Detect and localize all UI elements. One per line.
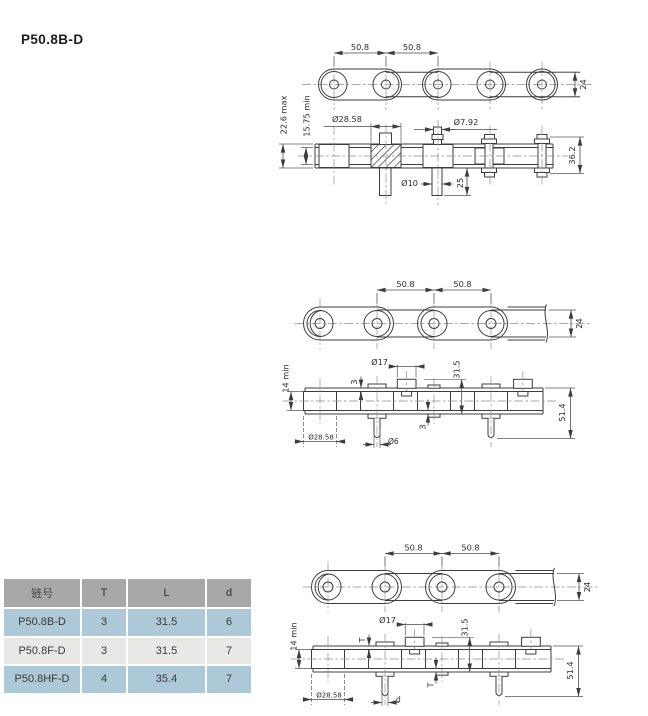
dim-d1-ext-pin-len: 25 xyxy=(455,177,465,189)
dim-d2-ext-pin-dia: Ø6 xyxy=(388,437,399,446)
table-cell: 6 xyxy=(207,609,251,636)
table-header-d: d xyxy=(207,579,251,607)
dim-d2-inner-width: 14 min xyxy=(280,364,291,393)
dim-d2-pitch2: 50.8 xyxy=(453,279,472,289)
table-cell: 3 xyxy=(82,638,126,665)
dim-d3-pitch2: 50.8 xyxy=(461,542,480,553)
table-cell: 4 xyxy=(82,666,126,693)
dim-d1-ext-pin-dia: Ø10 xyxy=(401,178,418,188)
drawing3-side-view xyxy=(289,615,584,706)
table-cell: 35.4 xyxy=(128,666,205,693)
spec-table xyxy=(4,579,251,693)
dim-d3-bush-dia: Ø17 xyxy=(379,615,396,625)
dim-d2-roller-dia: Ø28.58 xyxy=(308,433,334,442)
dim-d2-plate-t-bottom: 3 xyxy=(417,424,428,430)
drawing3-top-view xyxy=(303,543,598,613)
table-cell: P50.8B-D xyxy=(4,609,80,636)
table-header-l: L xyxy=(128,579,205,607)
dim-d3-plate-height: 24 xyxy=(582,581,592,593)
drawing1-top-view xyxy=(302,42,592,110)
dim-d2-attach-height: 31.5 xyxy=(451,360,462,379)
dim-d2-pitch1: 50.8 xyxy=(396,279,415,289)
dim-d3-roller-dia: Ø28.58 xyxy=(316,691,342,700)
dim-d1-plate-height: 24 xyxy=(578,79,588,90)
table-cell: P50.8F-D xyxy=(4,638,80,665)
dim-d2-bush-dia: Ø17 xyxy=(371,357,388,367)
dim-d1-pin-length: 36.2 xyxy=(567,146,577,165)
dim-d2-plate-height: 24 xyxy=(574,318,584,329)
dim-d1-pitch1: 50.8 xyxy=(350,42,370,52)
dim-d3-inner-width: 14 min xyxy=(288,622,299,651)
dim-d1-width-min: 15.75 min xyxy=(301,95,312,137)
dim-d3-overall-height: 51.4 xyxy=(565,661,575,680)
table-header-t: T xyxy=(82,579,126,607)
dim-d3-ext-pin-dia: d xyxy=(396,695,401,704)
dim-d3-attach-height: 31.5 xyxy=(459,618,470,637)
dim-d3-pitch1: 50.8 xyxy=(404,542,423,553)
table-cell: P50.8HF-D xyxy=(4,666,80,693)
dim-d1-width-max: 22.6 max xyxy=(278,95,289,135)
table-cell: 7 xyxy=(207,638,251,665)
page-title: P50.8B-D xyxy=(21,32,84,47)
table-cell: 3 xyxy=(82,609,126,636)
dim-d1-roller-dia: Ø28.58 xyxy=(332,114,362,124)
drawing1-side-view xyxy=(279,95,585,205)
dim-d2-overall-height: 51.4 xyxy=(557,403,567,422)
table-cell: 31.5 xyxy=(128,609,205,636)
dim-d3-plate-t-bottom: T xyxy=(425,682,436,688)
drawing2-side-view xyxy=(281,357,576,448)
table-cell: 7 xyxy=(207,666,251,693)
dim-d1-pin-dia: Ø7.92 xyxy=(453,117,479,127)
dim-d3-plate-t-top: T xyxy=(357,637,367,643)
table-header-chain-no: 链号 xyxy=(4,579,80,607)
drawing2-top-view xyxy=(295,279,590,349)
table-cell: 31.5 xyxy=(128,638,205,665)
dim-d2-plate-t-top: 3 xyxy=(349,379,359,385)
dim-d1-pitch2: 50.8 xyxy=(402,42,422,52)
